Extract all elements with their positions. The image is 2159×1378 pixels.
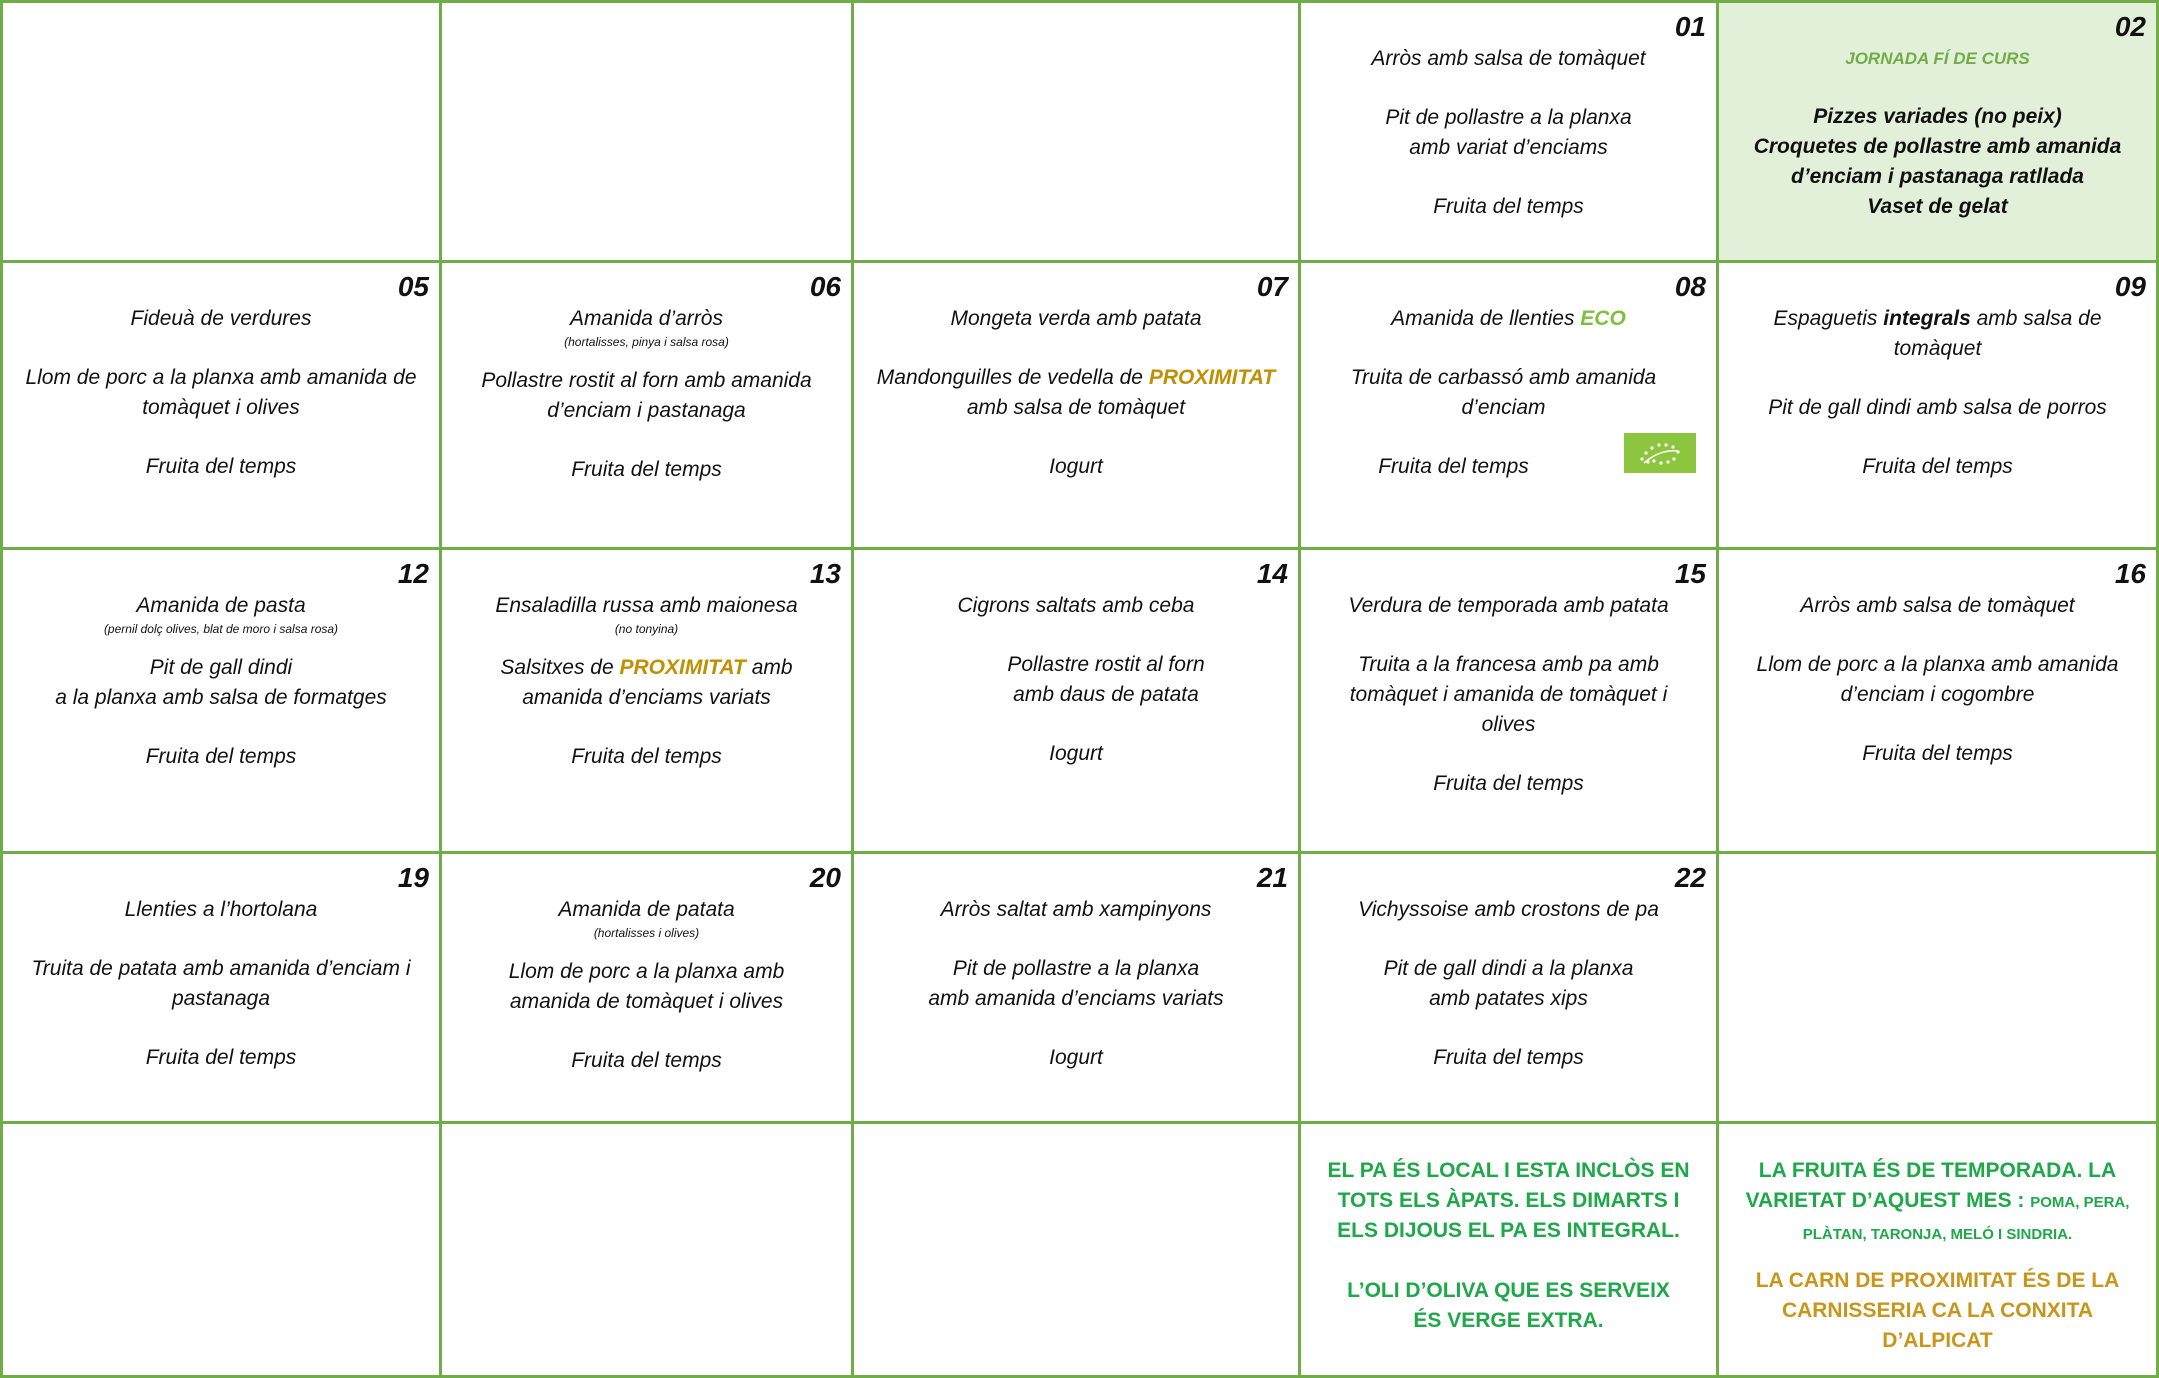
first-course-text: Amanida d’arròs xyxy=(570,307,723,330)
ingredients-note: (hortalisses, pinya i salsa rosa) xyxy=(564,335,729,349)
fruit-note xyxy=(1719,1156,2156,1250)
ingredients-note: (hortalisses i olives) xyxy=(593,926,700,940)
second-course-text: amb salsa de tomàquet xyxy=(966,396,1186,419)
empty-cell xyxy=(854,0,1301,263)
second-course xyxy=(862,363,1290,423)
day-cell-14 xyxy=(854,550,1301,854)
second-course: Truita de carbassó amb amanida d’enciam xyxy=(1350,366,1657,419)
dessert: Fruita del temps xyxy=(145,745,297,768)
day-number: 12 xyxy=(397,558,429,589)
day-cell-07 xyxy=(854,263,1301,550)
second-course-line: amb daus de patata xyxy=(1013,683,1199,706)
dessert: Fruita del temps xyxy=(145,1046,297,1069)
first-course-text: Amanida de pasta xyxy=(136,594,306,617)
first-course: Cigrons saltats amb ceba xyxy=(957,594,1195,617)
second-course: Truita de patata amb amanida d’enciam i pastanaga xyxy=(31,957,411,1010)
menu-content xyxy=(1719,591,2156,769)
menu-content xyxy=(1719,304,2156,482)
day-cell-13 xyxy=(442,550,854,854)
second-course-line: Pit de gall dindi a la planxa xyxy=(1383,957,1634,980)
eco-label: ECO xyxy=(1580,307,1626,330)
ingredients-note: (pernil dolç olives, blat de moro i salsa rosa) xyxy=(103,622,339,636)
dessert: Fruita del temps xyxy=(571,745,722,768)
empty-cell xyxy=(854,1124,1301,1378)
first-course: Vichyssoise amb crostons de pa xyxy=(1358,898,1659,921)
day-number: 14 xyxy=(1256,558,1288,589)
day-number: 06 xyxy=(809,271,841,302)
first-course: Verdura de temporada amb patata xyxy=(1348,594,1669,617)
second-course-text: amb amanida d’enciams variats xyxy=(522,656,793,709)
notes-cell-fruit-meat xyxy=(1719,1124,2159,1378)
dessert: Iogurt xyxy=(1049,455,1103,478)
dessert: Iogurt xyxy=(1049,1046,1103,1069)
dessert: Fruita del temps xyxy=(1862,455,2013,478)
second-course-text: Mandonguilles de vedella de xyxy=(876,366,1149,389)
menu-content xyxy=(854,304,1298,482)
first-course xyxy=(450,591,843,637)
day-number: 05 xyxy=(397,271,429,302)
empty-cell xyxy=(0,0,442,263)
menu-content xyxy=(442,895,851,1076)
oil-note: L’OLI D’OLIVA QUE ES SERVEIX ÉS VERGE EXTRA. xyxy=(1347,1279,1670,1332)
first-course-text: amb salsa de tomàquet xyxy=(1893,307,2102,360)
day-number: 16 xyxy=(2114,558,2146,589)
second-course-line: amb patates xips xyxy=(1429,987,1588,1010)
dessert: Fruita del temps xyxy=(571,458,722,481)
dessert: Fruita del temps xyxy=(1862,742,2013,765)
first-course: Mongeta verda amb patata xyxy=(950,307,1202,330)
empty-cell xyxy=(442,1124,854,1378)
dessert: Vaset de gelat xyxy=(1867,195,2008,218)
day-number: 20 xyxy=(809,862,841,893)
event-title: JORNADA FÍ DE CURS xyxy=(1845,49,2030,68)
menu-content xyxy=(1301,895,1716,1073)
menu-content xyxy=(1301,591,1716,799)
second-course xyxy=(1309,103,1708,163)
menu-content xyxy=(1719,44,2156,222)
first-course-text: Amanida de llenties xyxy=(1391,307,1581,330)
second-course-text: Salsitxes de xyxy=(500,656,620,679)
first-course xyxy=(11,591,431,637)
second-course-line: a la planxa amb salsa de formatges xyxy=(55,686,387,709)
first-course-text: Ensaladilla russa amb maionesa xyxy=(495,594,798,617)
meat-note: LA CARN DE PROXIMITAT ÉS DE LA CARNISSERIA CA LA CONXITA D’ALPICAT xyxy=(1755,1269,2120,1352)
second-course: Llom de porc a la planxa amb amanida de tomàquet i olives xyxy=(25,366,417,419)
second-course xyxy=(450,653,843,713)
first-course xyxy=(1727,304,2148,364)
first-course: Arròs amb salsa de tomàquet xyxy=(1800,594,2075,617)
day-number: 07 xyxy=(1256,271,1288,302)
day-cell-15 xyxy=(1301,550,1719,854)
first-course: Arròs saltat amb xampinyons xyxy=(940,898,1212,921)
day-cell-02 xyxy=(1719,0,2159,263)
second-course: Croquetes de pollastre amb amanida d’enciam i pastanaga ratllada xyxy=(1753,135,2122,188)
proximitat-label: PROXIMITAT xyxy=(619,656,746,679)
day-cell-09 xyxy=(1719,263,2159,550)
day-number: 09 xyxy=(2114,271,2146,302)
day-cell-12 xyxy=(0,550,442,854)
dessert: Fruita del temps xyxy=(1433,1046,1584,1069)
second-course-line: amb amanida d’enciams variats xyxy=(928,987,1224,1010)
day-number: 22 xyxy=(1674,862,1706,893)
day-cell-20 xyxy=(442,854,854,1124)
first-course xyxy=(450,304,843,350)
second-course xyxy=(862,954,1290,1014)
dessert: Fruita del temps xyxy=(1433,772,1584,795)
second-course: Pollastre rostit al forn amb amanida d’enciam i pastanaga xyxy=(481,369,812,422)
second-course-line: Pit de pollastre a la planxa xyxy=(952,957,1200,980)
menu-content xyxy=(854,895,1298,1073)
first-course: Arròs amb salsa de tomàquet xyxy=(1371,47,1646,70)
first-course-text: Amanida de patata xyxy=(558,898,735,921)
eu-organic-leaf-icon xyxy=(1624,433,1696,473)
day-cell-19 xyxy=(0,854,442,1124)
dessert: Fruita del temps xyxy=(1433,195,1584,218)
integrals-label: integrals xyxy=(1883,307,1971,330)
dessert: Fruita del temps xyxy=(1378,455,1529,478)
notes-cell-bread-oil xyxy=(1301,1124,1719,1378)
menu-content xyxy=(3,304,439,482)
day-number: 19 xyxy=(397,862,429,893)
fruit-list: POMA, PERA, PLÀTAN, TARONJA, MELÓ I SINDRIA. xyxy=(1802,1194,2130,1243)
second-course: Llom de porc a la planxa amb amanida de tomàquet i olives xyxy=(508,960,785,1013)
menu-content xyxy=(1301,44,1716,222)
proximitat-label: PROXIMITAT xyxy=(1148,366,1276,389)
ingredients-note: (no tonyina) xyxy=(614,622,679,636)
second-course xyxy=(11,653,431,713)
day-cell-08 xyxy=(1301,263,1719,550)
day-number: 21 xyxy=(1256,862,1288,893)
first-course xyxy=(450,895,843,941)
empty-cell xyxy=(0,1124,442,1378)
second-course xyxy=(1309,954,1708,1014)
day-cell-06 xyxy=(442,263,854,550)
second-course-line: Pit de gall dindi xyxy=(149,656,293,679)
second-course xyxy=(862,650,1290,710)
dessert: Fruita del temps xyxy=(145,455,297,478)
second-course: Truita a la francesa amb pa amb tomàquet i amanida de tomàquet i olives xyxy=(1349,653,1668,736)
day-number: 01 xyxy=(1674,11,1706,42)
day-number: 02 xyxy=(2114,11,2146,42)
fruit-note-text: LA FRUITA ÉS DE TEMPORADA. LA VARIETAT D’AQUEST MES : xyxy=(1745,1159,2117,1212)
second-course-line: amb variat d’enciams xyxy=(1409,136,1608,159)
second-course: Llom de porc a la planxa amb amanida d’enciam i cogombre xyxy=(1756,653,2119,706)
first-course: Fideuà de verdures xyxy=(130,307,312,330)
day-number: 15 xyxy=(1674,558,1706,589)
second-course-line: Pollastre rostit al forn xyxy=(1007,653,1205,676)
day-cell-05 xyxy=(0,263,442,550)
menu-content xyxy=(442,304,851,485)
day-cell-21 xyxy=(854,854,1301,1124)
first-course: Pizzes variades (no peix) xyxy=(1813,105,2062,128)
dessert: Iogurt xyxy=(1049,742,1103,765)
dessert: Fruita del temps xyxy=(571,1049,722,1072)
second-course: Pit de gall dindi amb salsa de porros xyxy=(1768,396,2107,419)
second-course-line: Pit de pollastre a la planxa xyxy=(1385,106,1632,129)
day-number: 13 xyxy=(809,558,841,589)
menu-content xyxy=(854,591,1298,769)
first-course xyxy=(1309,304,1708,334)
menu-content xyxy=(442,591,851,772)
day-cell-16 xyxy=(1719,550,2159,854)
menu-content xyxy=(3,895,439,1073)
menu-content xyxy=(3,591,439,772)
bread-note: EL PA ÉS LOCAL I ESTA INCLÒS EN TOTS ELS ÀPATS. ELS DIMARTS I ELS DIJOUS EL PA ES INTEGRAL. xyxy=(1327,1159,1690,1242)
empty-cell xyxy=(442,0,854,263)
day-cell-22 xyxy=(1301,854,1719,1124)
empty-cell xyxy=(1719,854,2159,1124)
first-course-text: Espaguetis xyxy=(1773,307,1884,330)
day-number: 08 xyxy=(1674,271,1706,302)
first-course: Llenties a l’hortolana xyxy=(124,898,318,921)
day-cell-01 xyxy=(1301,0,1719,263)
